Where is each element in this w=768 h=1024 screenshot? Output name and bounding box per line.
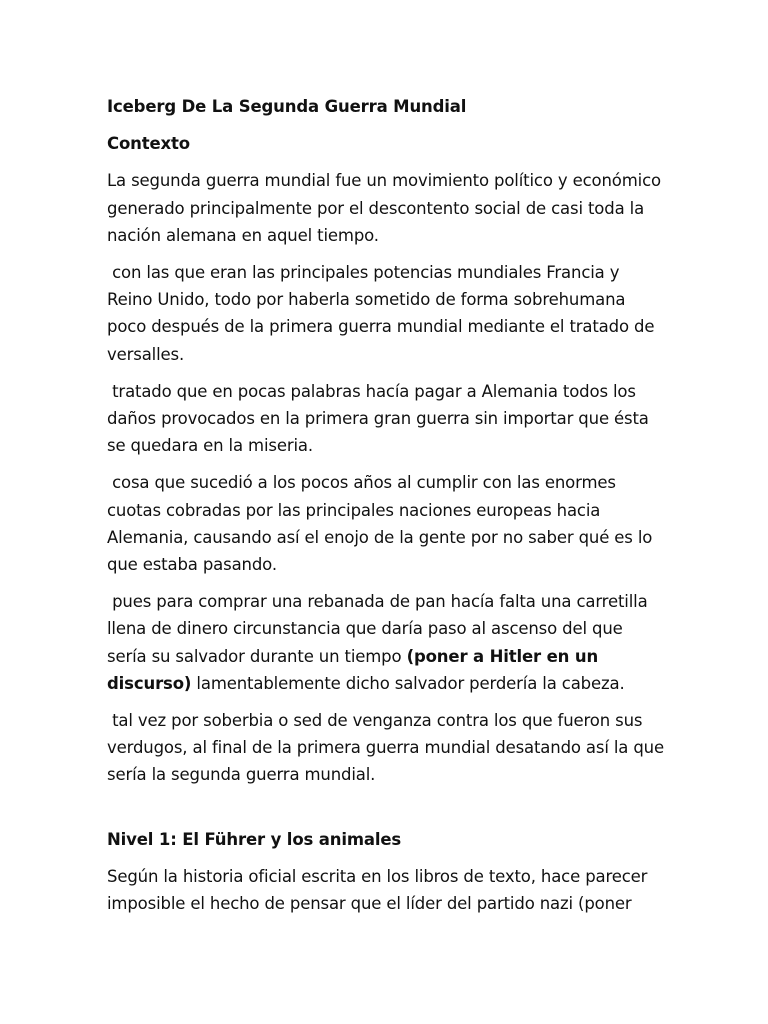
paragraph-4-text: cosa que sucedió a los pocos años al cumplir con las enormes cuotas cobradas por las principales naciones europeas hacia Alemania, causando así el enojo de la gente por no saber qué es lo que estaba pasando. (107, 473, 653, 575)
document-title: Iceberg De La Segunda Guerra Mundial (107, 97, 467, 116)
paragraph-5-text: pues para comprar una rebanada de pan hacía falta una carretilla llena de dinero circunstancia que daría paso al ascenso del que sería su salvador durante un tiempo (107, 592, 648, 666)
document-body (107, 93, 667, 927)
paragraph-5-bold-note: (poner a Hitler en un discurso) (107, 646, 599, 693)
paragraph-3 (107, 378, 667, 460)
paragraph-2 (107, 259, 667, 368)
paragraph-4 (107, 469, 667, 578)
paragraph-nivel-1: Según la historia oficial escrita en los libros de texto, hace parecer imposible el hecho de pensar que el líder del partido nazi (poner (107, 866, 648, 914)
section-heading-nivel-1: Nivel 1: El Führer y los animales (107, 829, 402, 849)
paragraph-5 (107, 588, 667, 697)
blank-line (107, 799, 667, 826)
paragraph-3-text: tratado que en pocas palabras hacía pagar a Alemania todos los daños provocados en la primera gran guerra sin importar que ésta se quedara en la miseria. (107, 381, 649, 456)
paragraph-5-ending: lamentablemente dicho salvador perdería la cabeza. (196, 673, 625, 693)
paragraph-6-text: tal vez por soberbia o sed de venganza contra los que fueron sus verdugos, al final de la primera guerra mundial desatando así la que sería la segunda guerra mundial. (107, 711, 664, 785)
paragraph-2-text: con las que eran las principales potencias mundiales Francia y Reino Unido, todo por haberla sometido de forma sobrehumana poco después de la primera guerra mundial mediante el tratado de versalles. (107, 263, 655, 364)
paragraph-1: La segunda guerra mundial fue un movimiento político y económico generado principalmente por el descontento social de casi toda la nación alemana en aquel tiempo. (107, 171, 661, 245)
section-heading-contexto: Contexto (107, 134, 190, 154)
paragraph-6 (107, 707, 667, 789)
